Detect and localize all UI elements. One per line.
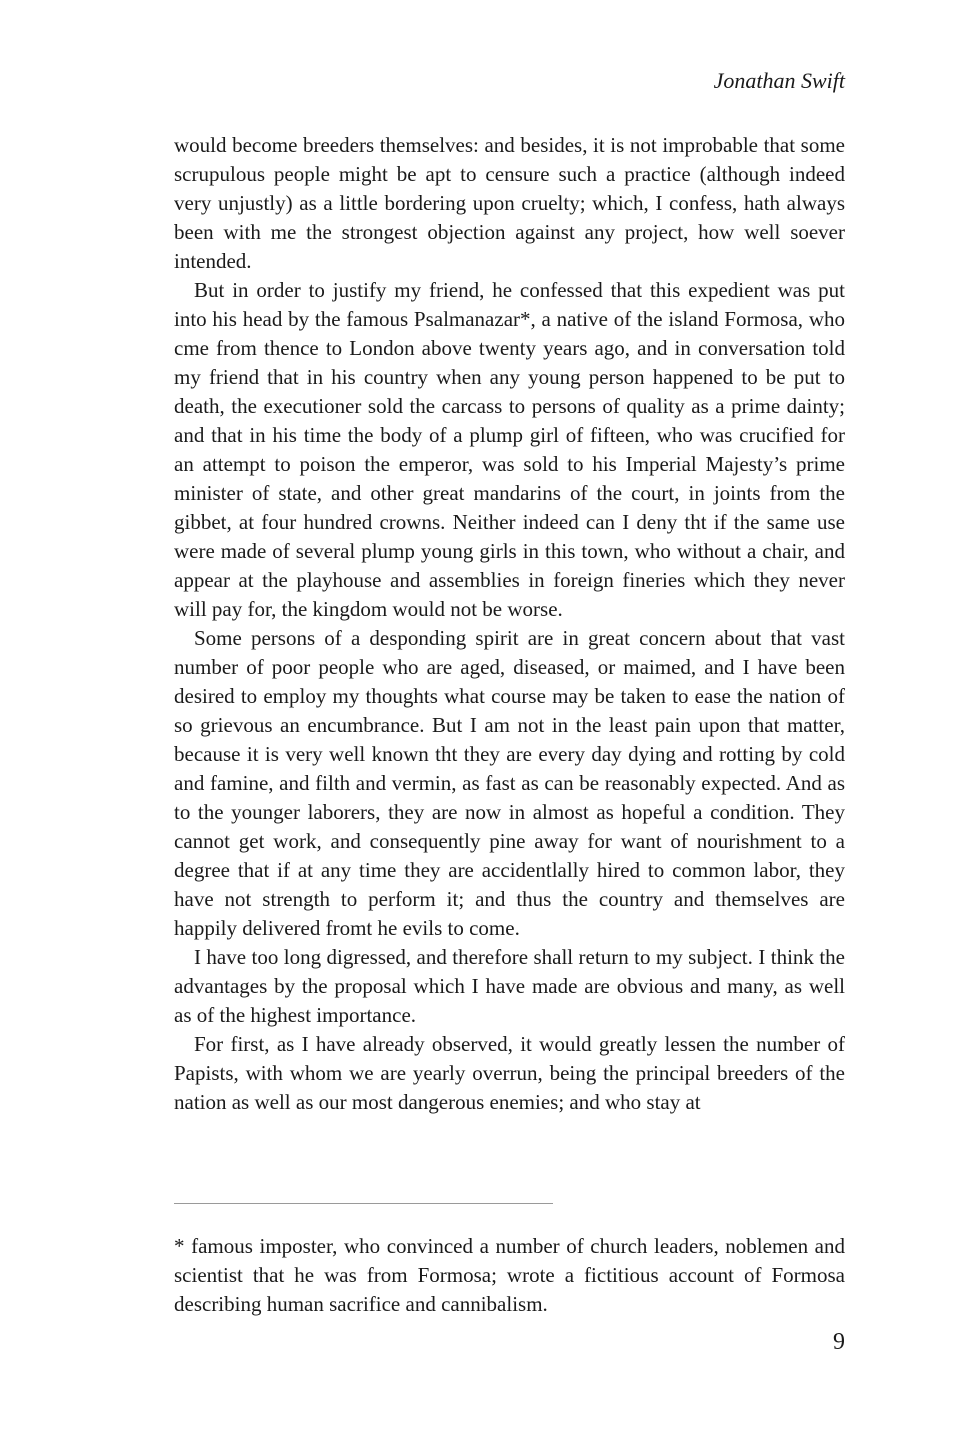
- paragraph-3: Some persons of a desponding spirit are in great concern about that vast number of poor people who are aged, diseased, or maimed, and I have been desired to employ my thoughts what course may be taken to ease the nation of so grievous an encumbrance. But I am not in the least pain upon that matter, because it is very well known tht they are every day dying and rotting by cold and famine, and filth and vermin, as fast as can be reasonably expected. And as to the younger laborers, they are now in almost as hopeful a condition. They cannot get work, and consequently pine away for want of nourishment to a degree that if at any time they are accidentlally hired to common labor, they have not strength to perform it; and thus the country and themselves are happily delivered fromt he evils to come.: [174, 626, 845, 940]
- footnote-divider: [174, 1203, 553, 1204]
- paragraph-2: But in order to justify my friend, he confessed that this expedient was put into his head by the famous Psalmanazar*, a native of the island Formosa, who cme from thence to London above twenty years ago, and in conversation told my friend that in his country when any young person happened to be put to death, the executioner sold the carcass to persons of quality as a prime dainty; and that in his time the body of a plump girl of fifteen, who was crucified for an attempt to poison the emperor, was sold to his Imperial Majesty’s prime minister of state, and other great mandarins of the court, in joints from the gibbet, at four hundred crowns. Neither indeed can I deny tht if the same use were made of several plump young girls in this town, who without a chair, and appear at the playhouse and assemblies in foreign fineries which they never will pay for, the kingdom would not be worse.: [174, 278, 845, 621]
- body-text: [174, 131, 845, 1117]
- paragraph-1: would become breeders themselves: and besides, it is not improbable that some scrupulous people might be apt to censure such a practice (although indeed very unjustly) as a little bordering upon cruelty; which, I confess, hath always been with me the strongest objection against any project, how well soever intended.: [174, 133, 845, 273]
- page-number: 9: [833, 1329, 845, 1355]
- footnote: * famous imposter, who convinced a number of church leaders, noblemen and scientist that he was from Formosa; wrote a fictitious account of Formosa describing human sacrifice and cannibalism.: [174, 1234, 845, 1316]
- running-head: Jonathan Swift: [713, 68, 845, 93]
- paragraph-5: For first, as I have already observed, it would greatly lessen the number of Papists, with whom we are yearly overrun, being the principal breeders of the nation as well as our most dangerous enemies; and who stay at: [174, 1032, 845, 1114]
- paragraph-4: I have too long digressed, and therefore shall return to my subject. I think the advantages by the proposal which I have made are obvious and many, as well as of the highest importance.: [174, 945, 845, 1027]
